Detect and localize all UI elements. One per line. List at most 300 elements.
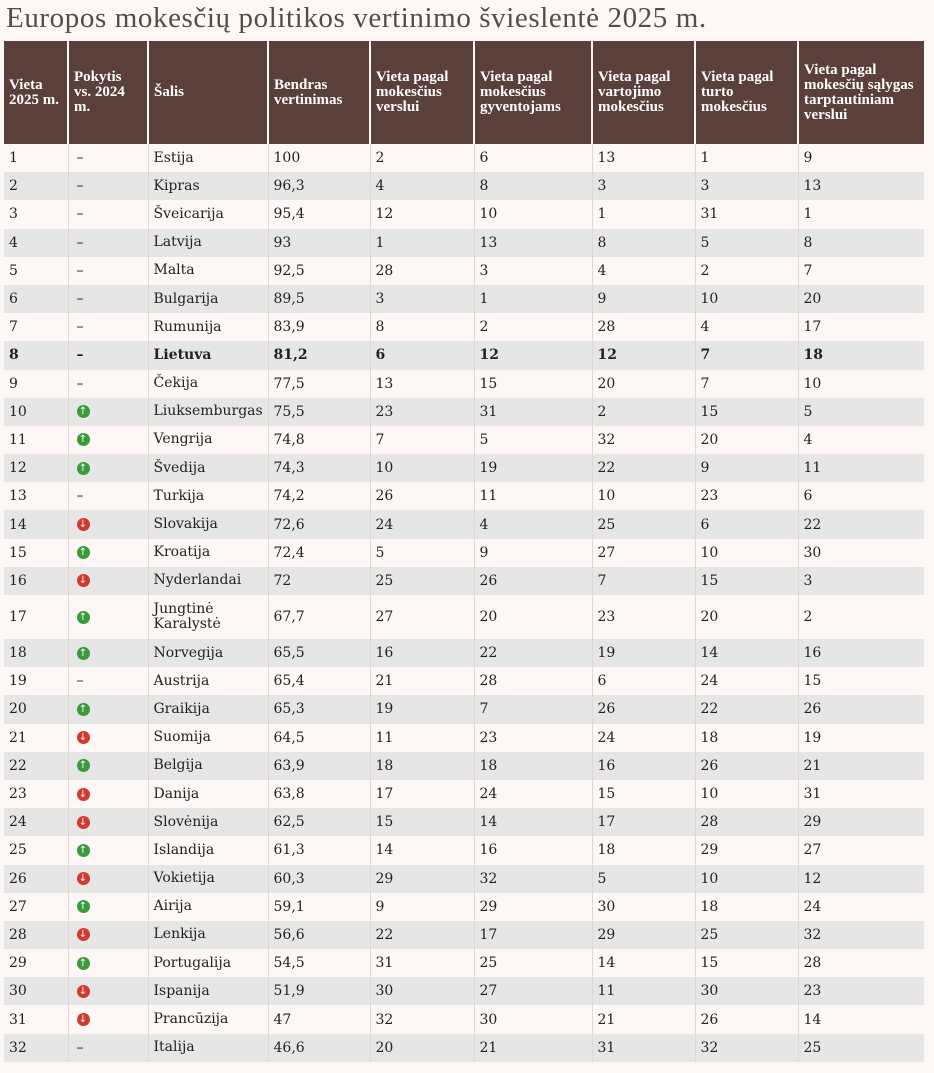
- cell-individual: 32: [474, 865, 592, 893]
- cell-score: 77,5: [268, 370, 370, 398]
- cell-consumption: 7: [592, 567, 695, 595]
- arrow-down-icon: ↓: [77, 816, 90, 829]
- cell-business: 11: [370, 724, 474, 752]
- cell-score: 93: [268, 229, 370, 257]
- cell-rank: 16: [4, 567, 68, 595]
- cell-individual: 19: [474, 454, 592, 482]
- cell-change: [68, 977, 148, 1005]
- cell-rank: 8: [4, 341, 68, 369]
- cell-international: 11: [798, 454, 924, 482]
- cell-score: 83,9: [268, 313, 370, 341]
- cell-property: 10: [695, 865, 798, 893]
- arrow-up-icon: ↑: [77, 405, 90, 418]
- cell-consumption: 23: [592, 595, 695, 639]
- cell-rank: 31: [4, 1005, 68, 1033]
- cell-individual: 15: [474, 370, 592, 398]
- cell-property: 15: [695, 398, 798, 426]
- cell-country: Bulgarija: [148, 285, 268, 313]
- cell-international: 27: [798, 836, 924, 864]
- table-row: [4, 808, 924, 836]
- cell-country: Belgija: [148, 752, 268, 780]
- cell-property: 26: [695, 1005, 798, 1033]
- cell-business: 7: [370, 426, 474, 454]
- cell-individual: 18: [474, 752, 592, 780]
- cell-consumption: 8: [592, 229, 695, 257]
- cell-individual: 28: [474, 667, 592, 695]
- cell-individual: 10: [474, 200, 592, 228]
- cell-rank: 18: [4, 639, 68, 667]
- cell-individual: 22: [474, 639, 592, 667]
- cell-score: 92,5: [268, 257, 370, 285]
- cell-change: [68, 285, 148, 313]
- table-row: [4, 667, 924, 695]
- header-individual: Vieta pagal mokesčius gyventojams: [474, 41, 592, 144]
- cell-change: [68, 808, 148, 836]
- cell-country: Jungtinė Karalystė: [148, 595, 268, 639]
- cell-consumption: 2: [592, 398, 695, 426]
- cell-rank: 10: [4, 398, 68, 426]
- cell-international: 20: [798, 285, 924, 313]
- cell-property: 18: [695, 893, 798, 921]
- cell-property: 15: [695, 567, 798, 595]
- cell-rank: 26: [4, 865, 68, 893]
- cell-individual: 29: [474, 893, 592, 921]
- cell-change: [68, 341, 148, 369]
- cell-business: 9: [370, 893, 474, 921]
- cell-change: [68, 949, 148, 977]
- table-row: [4, 595, 924, 639]
- cell-score: 63,8: [268, 780, 370, 808]
- cell-international: 13: [798, 172, 924, 200]
- cell-rank: 12: [4, 454, 68, 482]
- cell-international: 8: [798, 229, 924, 257]
- cell-score: 46,6: [268, 1034, 370, 1062]
- cell-rank: 1: [4, 144, 68, 172]
- cell-score: 74,2: [268, 482, 370, 510]
- cell-property: 26: [695, 752, 798, 780]
- cell-change: [68, 724, 148, 752]
- cell-change: [68, 836, 148, 864]
- cell-property: 7: [695, 370, 798, 398]
- cell-property: 5: [695, 229, 798, 257]
- cell-consumption: 18: [592, 836, 695, 864]
- cell-international: 2: [798, 595, 924, 639]
- header-property: Vieta pagal turto mokesčius: [695, 41, 798, 144]
- cell-rank: 3: [4, 200, 68, 228]
- cell-country: Švedija: [148, 454, 268, 482]
- cell-property: 24: [695, 667, 798, 695]
- cell-international: 4: [798, 426, 924, 454]
- arrow-up-icon: ↑: [77, 462, 90, 475]
- cell-country: Liuksemburgas: [148, 398, 268, 426]
- table-row: [4, 454, 924, 482]
- no-change-dash: –: [76, 488, 84, 505]
- cell-rank: 19: [4, 667, 68, 695]
- cell-consumption: 30: [592, 893, 695, 921]
- cell-business: 29: [370, 865, 474, 893]
- cell-international: 15: [798, 667, 924, 695]
- header-consumption: Vieta pagal vartojimo mokesčius: [592, 41, 695, 144]
- cell-individual: 17: [474, 921, 592, 949]
- cell-consumption: 3: [592, 172, 695, 200]
- cell-international: 9: [798, 144, 924, 172]
- cell-country: Latvija: [148, 229, 268, 257]
- cell-score: 61,3: [268, 836, 370, 864]
- header-row: [4, 41, 924, 144]
- cell-property: 29: [695, 836, 798, 864]
- cell-country: Lenkija: [148, 921, 268, 949]
- cell-country: Norvegija: [148, 639, 268, 667]
- cell-individual: 5: [474, 426, 592, 454]
- cell-rank: 15: [4, 539, 68, 567]
- cell-country: Ispanija: [148, 977, 268, 1005]
- cell-property: 9: [695, 454, 798, 482]
- arrow-up-icon: ↑: [77, 647, 90, 660]
- cell-country: Airija: [148, 893, 268, 921]
- cell-country: Slovėnija: [148, 808, 268, 836]
- arrow-up-icon: ↑: [77, 433, 90, 446]
- page-title: Europos mokesčių politikos vertinimo švieslentė 2025 m.: [6, 2, 707, 34]
- cell-consumption: 20: [592, 370, 695, 398]
- cell-score: 74,3: [268, 454, 370, 482]
- cell-score: 65,4: [268, 667, 370, 695]
- cell-international: 28: [798, 949, 924, 977]
- arrow-down-icon: ↓: [77, 731, 90, 744]
- cell-rank: 4: [4, 229, 68, 257]
- cell-rank: 23: [4, 780, 68, 808]
- cell-country: Nyderlandai: [148, 567, 268, 595]
- table-row: [4, 398, 924, 426]
- cell-rank: 21: [4, 724, 68, 752]
- cell-individual: 13: [474, 229, 592, 257]
- cell-consumption: 10: [592, 482, 695, 510]
- cell-consumption: 29: [592, 921, 695, 949]
- table-row: [4, 780, 924, 808]
- cell-business: 23: [370, 398, 474, 426]
- table-row: [4, 426, 924, 454]
- cell-business: 26: [370, 482, 474, 510]
- cell-country: Estija: [148, 144, 268, 172]
- cell-rank: 6: [4, 285, 68, 313]
- cell-change: [68, 1005, 148, 1033]
- cell-international: 29: [798, 808, 924, 836]
- cell-individual: 1: [474, 285, 592, 313]
- cell-score: 75,5: [268, 398, 370, 426]
- cell-individual: 6: [474, 144, 592, 172]
- table-row: [4, 865, 924, 893]
- cell-property: 30: [695, 977, 798, 1005]
- cell-international: 23: [798, 977, 924, 1005]
- cell-rank: 9: [4, 370, 68, 398]
- cell-individual: 20: [474, 595, 592, 639]
- cell-individual: 2: [474, 313, 592, 341]
- cell-individual: 8: [474, 172, 592, 200]
- cell-international: 6: [798, 482, 924, 510]
- cell-business: 13: [370, 370, 474, 398]
- arrow-down-icon: ↓: [77, 872, 90, 885]
- cell-property: 3: [695, 172, 798, 200]
- cell-business: 30: [370, 977, 474, 1005]
- cell-business: 32: [370, 1005, 474, 1033]
- cell-change: [68, 567, 148, 595]
- cell-score: 65,5: [268, 639, 370, 667]
- cell-international: 30: [798, 539, 924, 567]
- cell-individual: 11: [474, 482, 592, 510]
- arrow-down-icon: ↓: [77, 788, 90, 801]
- cell-score: 54,5: [268, 949, 370, 977]
- cell-country: Suomija: [148, 724, 268, 752]
- arrow-up-icon: ↑: [77, 703, 90, 716]
- cell-country: Graikija: [148, 695, 268, 723]
- cell-international: 31: [798, 780, 924, 808]
- arrow-up-icon: ↑: [77, 611, 90, 624]
- table-row: [4, 921, 924, 949]
- cell-country: Islandija: [148, 836, 268, 864]
- no-change-dash: –: [76, 319, 84, 336]
- cell-score: 95,4: [268, 200, 370, 228]
- cell-property: 2: [695, 257, 798, 285]
- ranking-table: [4, 41, 924, 1062]
- cell-business: 1: [370, 229, 474, 257]
- arrow-down-icon: ↓: [77, 985, 90, 998]
- cell-consumption: 17: [592, 808, 695, 836]
- cell-business: 12: [370, 200, 474, 228]
- cell-international: 7: [798, 257, 924, 285]
- cell-international: 3: [798, 567, 924, 595]
- cell-score: 62,5: [268, 808, 370, 836]
- cell-property: 15: [695, 949, 798, 977]
- cell-property: 4: [695, 313, 798, 341]
- cell-change: [68, 426, 148, 454]
- cell-score: 74,8: [268, 426, 370, 454]
- cell-individual: 27: [474, 977, 592, 1005]
- cell-country: Vokietija: [148, 865, 268, 893]
- cell-rank: 25: [4, 836, 68, 864]
- arrow-down-icon: ↓: [77, 518, 90, 531]
- cell-business: 8: [370, 313, 474, 341]
- header-country: Šalis: [148, 41, 268, 144]
- cell-change: [68, 200, 148, 228]
- cell-score: 56,6: [268, 921, 370, 949]
- no-change-dash: –: [76, 673, 84, 690]
- cell-consumption: 26: [592, 695, 695, 723]
- arrow-up-icon: ↑: [77, 759, 90, 772]
- cell-change: [68, 539, 148, 567]
- cell-property: 25: [695, 921, 798, 949]
- cell-consumption: 28: [592, 313, 695, 341]
- cell-individual: 12: [474, 341, 592, 369]
- table-row: [4, 285, 924, 313]
- table-row: [4, 836, 924, 864]
- cell-international: 10: [798, 370, 924, 398]
- table-row: [4, 724, 924, 752]
- cell-international: 18: [798, 341, 924, 369]
- cell-international: 32: [798, 921, 924, 949]
- cell-change: [68, 780, 148, 808]
- cell-individual: 25: [474, 949, 592, 977]
- cell-international: 12: [798, 865, 924, 893]
- table-row: [4, 341, 924, 369]
- cell-international: 1: [798, 200, 924, 228]
- cell-rank: 14: [4, 510, 68, 538]
- cell-country: Kipras: [148, 172, 268, 200]
- arrow-down-icon: ↓: [77, 1013, 90, 1026]
- cell-business: 31: [370, 949, 474, 977]
- header-rank: Vieta 2025 m.: [4, 41, 68, 144]
- cell-individual: 26: [474, 567, 592, 595]
- cell-country: Turkija: [148, 482, 268, 510]
- cell-consumption: 19: [592, 639, 695, 667]
- cell-country: Kroatija: [148, 539, 268, 567]
- table-body: [4, 144, 924, 1062]
- cell-change: [68, 313, 148, 341]
- cell-rank: 24: [4, 808, 68, 836]
- cell-country: Prancūzija: [148, 1005, 268, 1033]
- cell-change: [68, 695, 148, 723]
- table-row: [4, 510, 924, 538]
- cell-score: 47: [268, 1005, 370, 1033]
- header-international: Vieta pagal mokesčių sąlygas tarptautiniam verslui: [798, 41, 924, 144]
- cell-consumption: 15: [592, 780, 695, 808]
- table-row: [4, 539, 924, 567]
- cell-business: 27: [370, 595, 474, 639]
- cell-individual: 21: [474, 1034, 592, 1062]
- cell-rank: 7: [4, 313, 68, 341]
- cell-country: Čekija: [148, 370, 268, 398]
- cell-score: 96,3: [268, 172, 370, 200]
- cell-business: 25: [370, 567, 474, 595]
- cell-rank: 2: [4, 172, 68, 200]
- cell-change: [68, 482, 148, 510]
- cell-rank: 13: [4, 482, 68, 510]
- cell-property: 18: [695, 724, 798, 752]
- cell-international: 26: [798, 695, 924, 723]
- cell-change: [68, 172, 148, 200]
- table-row: [4, 977, 924, 1005]
- cell-business: 15: [370, 808, 474, 836]
- cell-consumption: 25: [592, 510, 695, 538]
- cell-consumption: 12: [592, 341, 695, 369]
- cell-property: 28: [695, 808, 798, 836]
- cell-rank: 32: [4, 1034, 68, 1062]
- cell-business: 20: [370, 1034, 474, 1062]
- cell-country: Malta: [148, 257, 268, 285]
- cell-business: 24: [370, 510, 474, 538]
- cell-business: 16: [370, 639, 474, 667]
- cell-country: Šveicarija: [148, 200, 268, 228]
- table-row: [4, 172, 924, 200]
- cell-score: 100: [268, 144, 370, 172]
- cell-individual: 9: [474, 539, 592, 567]
- cell-business: 22: [370, 921, 474, 949]
- cell-business: 17: [370, 780, 474, 808]
- cell-international: 5: [798, 398, 924, 426]
- cell-property: 23: [695, 482, 798, 510]
- cell-score: 72,6: [268, 510, 370, 538]
- cell-business: 21: [370, 667, 474, 695]
- cell-individual: 3: [474, 257, 592, 285]
- cell-change: [68, 893, 148, 921]
- cell-business: 2: [370, 144, 474, 172]
- table-row: [4, 144, 924, 172]
- cell-change: [68, 921, 148, 949]
- cell-individual: 24: [474, 780, 592, 808]
- header-score: Bendras vertinimas: [268, 41, 370, 144]
- table-row: [4, 1005, 924, 1033]
- header-business: Vieta pagal mokesčius verslui: [370, 41, 474, 144]
- cell-score: 72: [268, 567, 370, 595]
- arrow-up-icon: ↑: [77, 900, 90, 913]
- cell-international: 21: [798, 752, 924, 780]
- cell-consumption: 4: [592, 257, 695, 285]
- cell-consumption: 9: [592, 285, 695, 313]
- cell-property: 1: [695, 144, 798, 172]
- cell-rank: 29: [4, 949, 68, 977]
- cell-change: [68, 639, 148, 667]
- cell-international: 24: [798, 893, 924, 921]
- cell-property: 22: [695, 695, 798, 723]
- cell-change: [68, 370, 148, 398]
- cell-international: 17: [798, 313, 924, 341]
- cell-rank: 20: [4, 695, 68, 723]
- cell-property: 10: [695, 780, 798, 808]
- no-change-dash: –: [76, 234, 84, 251]
- cell-score: 81,2: [268, 341, 370, 369]
- cell-business: 6: [370, 341, 474, 369]
- cell-business: 28: [370, 257, 474, 285]
- cell-individual: 30: [474, 1005, 592, 1033]
- cell-change: [68, 454, 148, 482]
- cell-country: Italija: [148, 1034, 268, 1062]
- table-row: [4, 1034, 924, 1062]
- arrow-up-icon: ↑: [77, 844, 90, 857]
- cell-change: [68, 144, 148, 172]
- cell-property: 32: [695, 1034, 798, 1062]
- cell-consumption: 22: [592, 454, 695, 482]
- cell-business: 5: [370, 539, 474, 567]
- cell-country: Vengrija: [148, 426, 268, 454]
- no-change-dash: –: [76, 262, 84, 279]
- cell-consumption: 5: [592, 865, 695, 893]
- cell-property: 20: [695, 426, 798, 454]
- table-row: [4, 229, 924, 257]
- cell-change: [68, 229, 148, 257]
- table-row: [4, 893, 924, 921]
- table-row: [4, 752, 924, 780]
- table-row: [4, 639, 924, 667]
- cell-individual: 7: [474, 695, 592, 723]
- table-row: [4, 313, 924, 341]
- cell-international: 22: [798, 510, 924, 538]
- cell-business: 14: [370, 836, 474, 864]
- table-row: [4, 949, 924, 977]
- table-row: [4, 257, 924, 285]
- table-row: [4, 567, 924, 595]
- cell-change: [68, 1034, 148, 1062]
- no-change-dash: –: [76, 206, 84, 223]
- cell-international: 14: [798, 1005, 924, 1033]
- no-change-dash: –: [76, 291, 84, 308]
- cell-score: 51,9: [268, 977, 370, 1005]
- cell-change: [68, 667, 148, 695]
- cell-consumption: 14: [592, 949, 695, 977]
- table-row: [4, 482, 924, 510]
- cell-score: 60,3: [268, 865, 370, 893]
- no-change-dash: –: [76, 1039, 84, 1056]
- cell-business: 19: [370, 695, 474, 723]
- cell-change: [68, 595, 148, 639]
- cell-score: 64,5: [268, 724, 370, 752]
